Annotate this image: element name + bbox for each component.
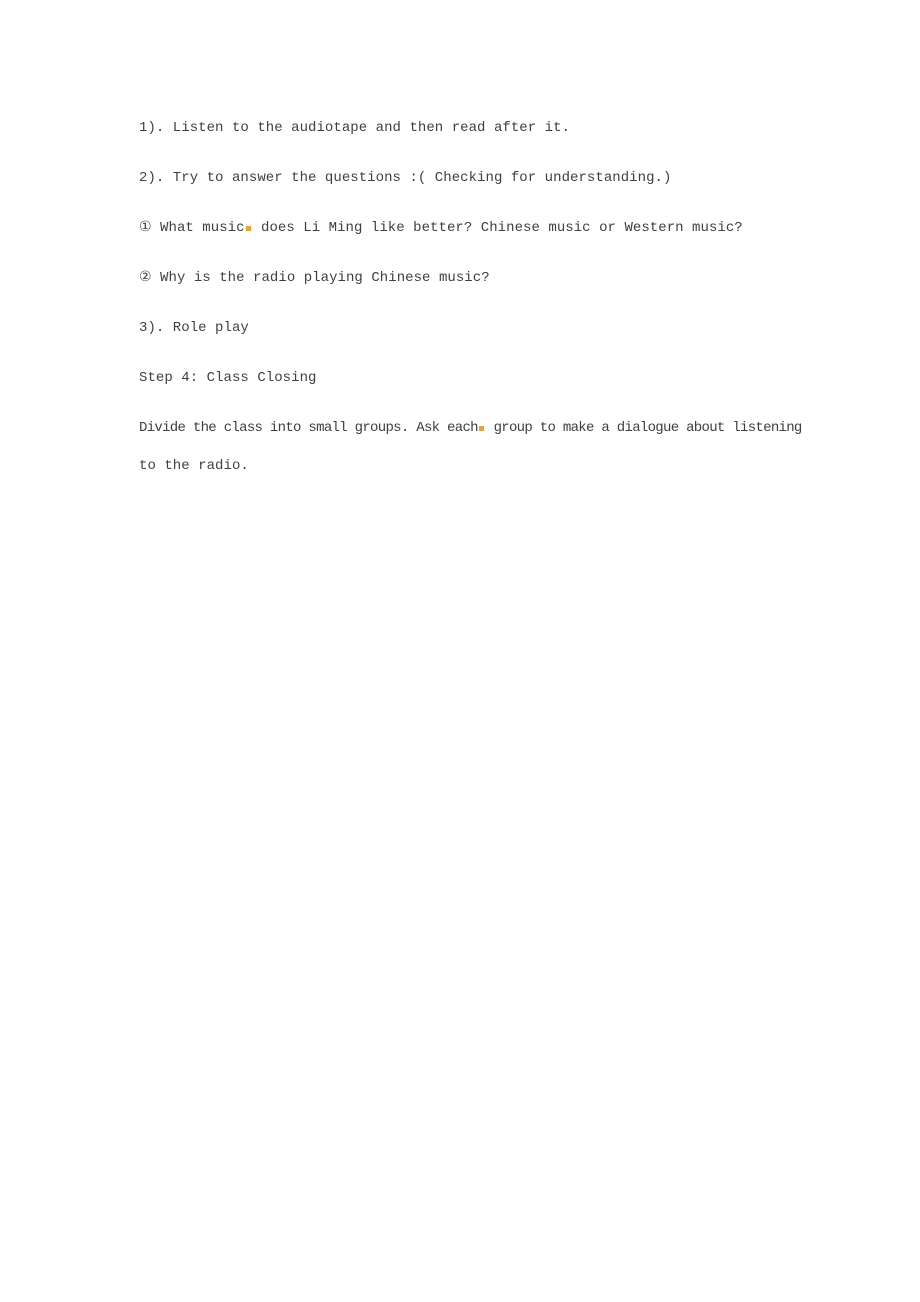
closing-line-2-text: to the radio. [139,458,249,474]
question-circle-2 [139,268,860,288]
question-circle-1 [139,218,860,238]
spellcheck-dot-icon [246,226,251,231]
closing-text-after: group to make a dialogue about listening [485,420,802,436]
list-item-2-text: 2). Try to answer the questions :( Checking for understanding.) [139,170,672,186]
closing-paragraph-line-1 [139,418,860,438]
list-item-3-text: 3). Role play [139,320,249,336]
spellcheck-dot-icon [479,426,484,431]
list-item-2 [139,168,860,188]
question-1-text-before: ① What music [139,220,245,236]
closing-paragraph-line-2 [139,456,860,476]
list-item-3 [139,318,860,338]
closing-text-before: Divide the class into small groups. Ask each [139,420,478,436]
step-4-heading [139,368,860,388]
question-2-text: ② Why is the radio playing Chinese music? [139,270,490,286]
question-1-text-after: does Li Ming like better? Chinese music or Western music? [252,220,743,236]
step-4-heading-text: Step 4: Class Closing [139,370,317,386]
list-item-1-text: 1). Listen to the audiotape and then read after it. [139,120,571,136]
list-item-1 [139,118,860,138]
